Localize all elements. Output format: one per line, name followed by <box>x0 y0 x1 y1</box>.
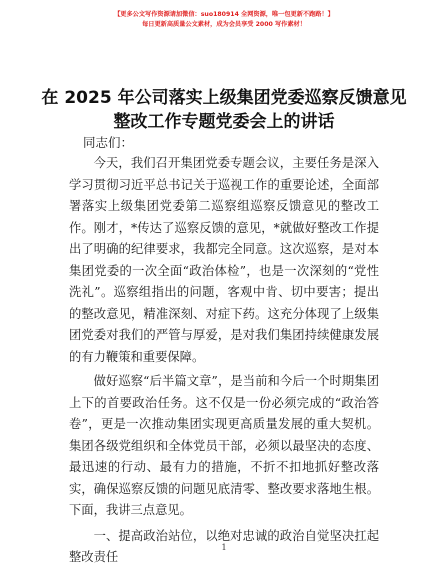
section-heading-1: 一、提高政治站位，以绝对忠诚的政治自觉坚决扛起整改责任 <box>69 528 379 564</box>
document-title <box>40 86 408 134</box>
greeting: 同志们： <box>83 135 134 150</box>
title-line-1: 在 2025 年公司落实上级集团党委巡察反馈意见 <box>41 88 407 108</box>
title-line-2: 整改工作专题党委会上的讲话 <box>113 112 335 132</box>
promo-banner-line-2: 每日更新高质量公文素材，成为会员享受 2000 写作素材！ <box>142 21 306 28</box>
page-number: 1 <box>221 543 227 552</box>
body-paragraph-1: 今天，我们召开集团党委专题会议，主要任务是深入学习贯彻习近平总书记关于巡视工作的重要论述，全面部署落实上级集团党委第二巡察组巡察反馈意见的整改工作。刚才，*传达了巡察反馈的意见，*就做好整改工作提出了明确的纪律要求，我都完全同意。这次巡察，是对本集团党委的一次全面“政治体检”，也是一次深刻的“党性洗礼”。巡察组指出的问题，客观中肯、切中要害；提出的整改意见，精准深刻、对症下药。这充分体现了上级集团党委对我们的严管与厚爱，是对我们集团持续健康发展的有力鞭策和重要保障。 <box>69 156 379 364</box>
promo-banner-line-1: 【更多公文写作资源请加微信：suo180914 全网资源，唯一包更新不跑路！】 <box>114 11 334 18</box>
document-body <box>69 153 379 572</box>
body-paragraph-2: 做好巡察“后半篇文章”，是当前和今后一个时期集团上下的首要政治任务。这不仅是一份必须完成的“政治答卷”，更是一次推动集团实现更高质量发展的重大契机。集团各级党组织和全体党员干部，必须以最坚决的态度、最迅速的行动、最有力的措施，不折不扣地抓好整改落实，确保巡察反馈的问题见底清零、整改要求落地生根。下面，我讲三点意见。 <box>69 374 379 517</box>
promo-banner <box>0 10 448 30</box>
